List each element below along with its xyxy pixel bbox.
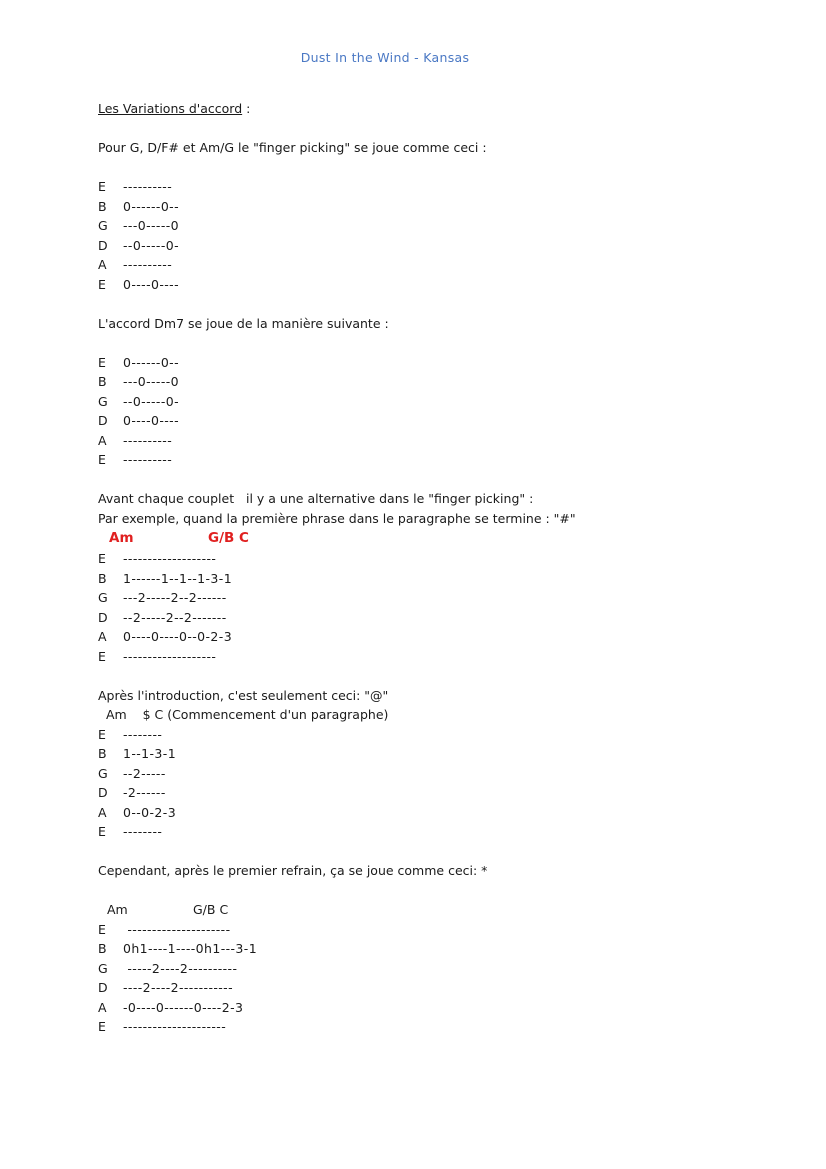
tab-notes: ------------------- — [123, 648, 217, 664]
tab-row — [98, 372, 778, 392]
tab-row — [98, 411, 778, 431]
string-name: D — [98, 785, 108, 800]
string-name: E — [98, 1019, 106, 1034]
tab-row — [98, 255, 778, 275]
tab-notes: 0----0---- — [123, 413, 179, 428]
tab-row — [98, 450, 778, 470]
string-name: D — [98, 609, 108, 625]
tab-notes: --0-----0- — [123, 393, 179, 409]
tab-block-1 — [98, 177, 778, 294]
tab-row — [98, 978, 778, 998]
tab-notes: ---------- — [123, 432, 173, 448]
chord-am: Am — [109, 530, 134, 546]
string-name: G — [98, 960, 108, 976]
tab-notes: ------------------- — [123, 551, 217, 566]
tab-row — [98, 353, 778, 373]
chord-am: Am — [107, 902, 128, 917]
s4-chord-line: Am $ C (Commencement d'un paragraphe) — [98, 707, 389, 722]
string-name: G — [98, 765, 108, 781]
chord-gb-c: G/B C — [193, 902, 229, 917]
tab-notes: -------- — [123, 726, 163, 742]
s1-intro: Pour G, D/F# et Am/G le "finger picking" se joue comme ceci : — [98, 140, 487, 155]
chord-gb-c: G/B C — [208, 530, 249, 546]
string-name: A — [98, 432, 107, 448]
tab-row — [98, 1017, 778, 1037]
tab-notes: ---------- — [123, 179, 173, 194]
tab-notes: ---------- — [123, 452, 173, 467]
tab-row — [98, 569, 778, 589]
string-name: A — [98, 257, 107, 272]
tab-notes: ----2----2----------- — [123, 980, 234, 995]
tab-notes: --0-----0- — [123, 237, 179, 253]
tab-row — [98, 275, 778, 295]
tab-notes: ---0-----0 — [123, 374, 179, 389]
tab-row — [98, 177, 778, 197]
tab-row — [98, 216, 778, 236]
tab-row — [98, 939, 778, 959]
string-name: G — [98, 393, 108, 409]
chord-labels-highlight — [98, 528, 778, 549]
tab-row — [98, 822, 778, 842]
tab-row — [98, 959, 778, 979]
s5-intro: Cependant, après le premier refrain, ça se joue comme ceci: * — [98, 863, 488, 878]
tab-notes: 0------0-- — [123, 198, 179, 214]
tab-row — [98, 920, 778, 940]
string-name: E — [98, 452, 106, 467]
string-name: E — [98, 276, 106, 292]
tab-notes: 1--1-3-1 — [123, 746, 177, 761]
tab-row — [98, 549, 778, 569]
string-name: D — [98, 413, 108, 428]
string-name: B — [98, 746, 107, 761]
tab-notes: 0----0---- — [123, 276, 179, 292]
string-name: G — [98, 218, 108, 233]
tab-row — [98, 998, 778, 1018]
string-name: B — [98, 374, 107, 389]
tab-notes: --------------------- — [123, 1019, 227, 1034]
string-name: E — [98, 824, 106, 839]
tab-notes: --------------------- — [123, 921, 231, 937]
s3-intro-line-2: Par exemple, quand la première phrase dans le paragraphe se termine : "#" — [98, 510, 576, 526]
tab-notes: ---------- — [123, 257, 173, 272]
heading-text: Les Variations d'accord — [98, 101, 243, 116]
tab-row — [98, 236, 778, 256]
tab-notes: 0--0-2-3 — [123, 804, 177, 820]
tab-row — [98, 803, 778, 823]
string-name: E — [98, 179, 106, 194]
tab-notes: -0----0------0----2-3 — [123, 999, 244, 1015]
s3-intro-line-1: Avant chaque couplet il y a une alternative dans le "finger picking" : — [98, 491, 534, 506]
tab-row — [98, 431, 778, 451]
string-name: E — [98, 354, 106, 370]
string-name: D — [98, 980, 108, 995]
string-name: E — [98, 726, 106, 742]
s2-intro: L'accord Dm7 se joue de la manière suivante : — [98, 315, 389, 331]
string-name: D — [98, 237, 108, 253]
string-name: A — [98, 629, 107, 644]
page-title: Dust In the Wind - Kansas — [300, 50, 470, 65]
tab-row — [98, 725, 778, 745]
string-name: B — [98, 570, 107, 586]
tab-row — [98, 197, 778, 217]
tab-notes: 0------0-- — [123, 354, 179, 370]
string-name: A — [98, 999, 107, 1015]
tab-block-4 — [98, 725, 778, 842]
string-name: E — [98, 921, 106, 937]
string-name: A — [98, 804, 107, 820]
section-heading — [98, 99, 778, 119]
tab-row — [98, 588, 778, 608]
tab-row — [98, 764, 778, 784]
tab-block-2 — [98, 353, 778, 470]
tab-notes: ---2-----2--2------ — [123, 590, 227, 605]
tab-row — [98, 783, 778, 803]
string-name: G — [98, 590, 108, 605]
tab-row — [98, 608, 778, 628]
tab-block-5 — [98, 920, 778, 1037]
string-name: B — [98, 198, 107, 214]
tab-notes: --2----- — [123, 765, 166, 781]
tab-row — [98, 744, 778, 764]
tab-notes: -2------ — [123, 785, 166, 800]
heading-colon: : — [242, 101, 251, 116]
tab-row — [98, 392, 778, 412]
chord-labels — [98, 900, 778, 920]
s4-intro: Après l'introduction, c'est seulement ceci: "@" — [98, 687, 389, 703]
tab-notes: -----2----2---------- — [123, 960, 238, 976]
string-name: E — [98, 551, 106, 566]
tab-notes: 0----0----0--0-2-3 — [123, 629, 233, 644]
string-name: E — [98, 648, 106, 664]
tab-row — [98, 647, 778, 667]
tab-notes: ---0-----0 — [123, 218, 179, 233]
tab-notes: -------- — [123, 824, 163, 839]
tab-row — [98, 627, 778, 647]
string-name: B — [98, 941, 107, 956]
tab-block-3 — [98, 549, 778, 666]
tab-notes: --2-----2--2------- — [123, 609, 227, 625]
tab-notes: 1------1--1--1-3-1 — [123, 570, 233, 586]
tab-notes: 0h1----1----0h1---3-1 — [123, 941, 258, 956]
document-body — [98, 99, 778, 1037]
